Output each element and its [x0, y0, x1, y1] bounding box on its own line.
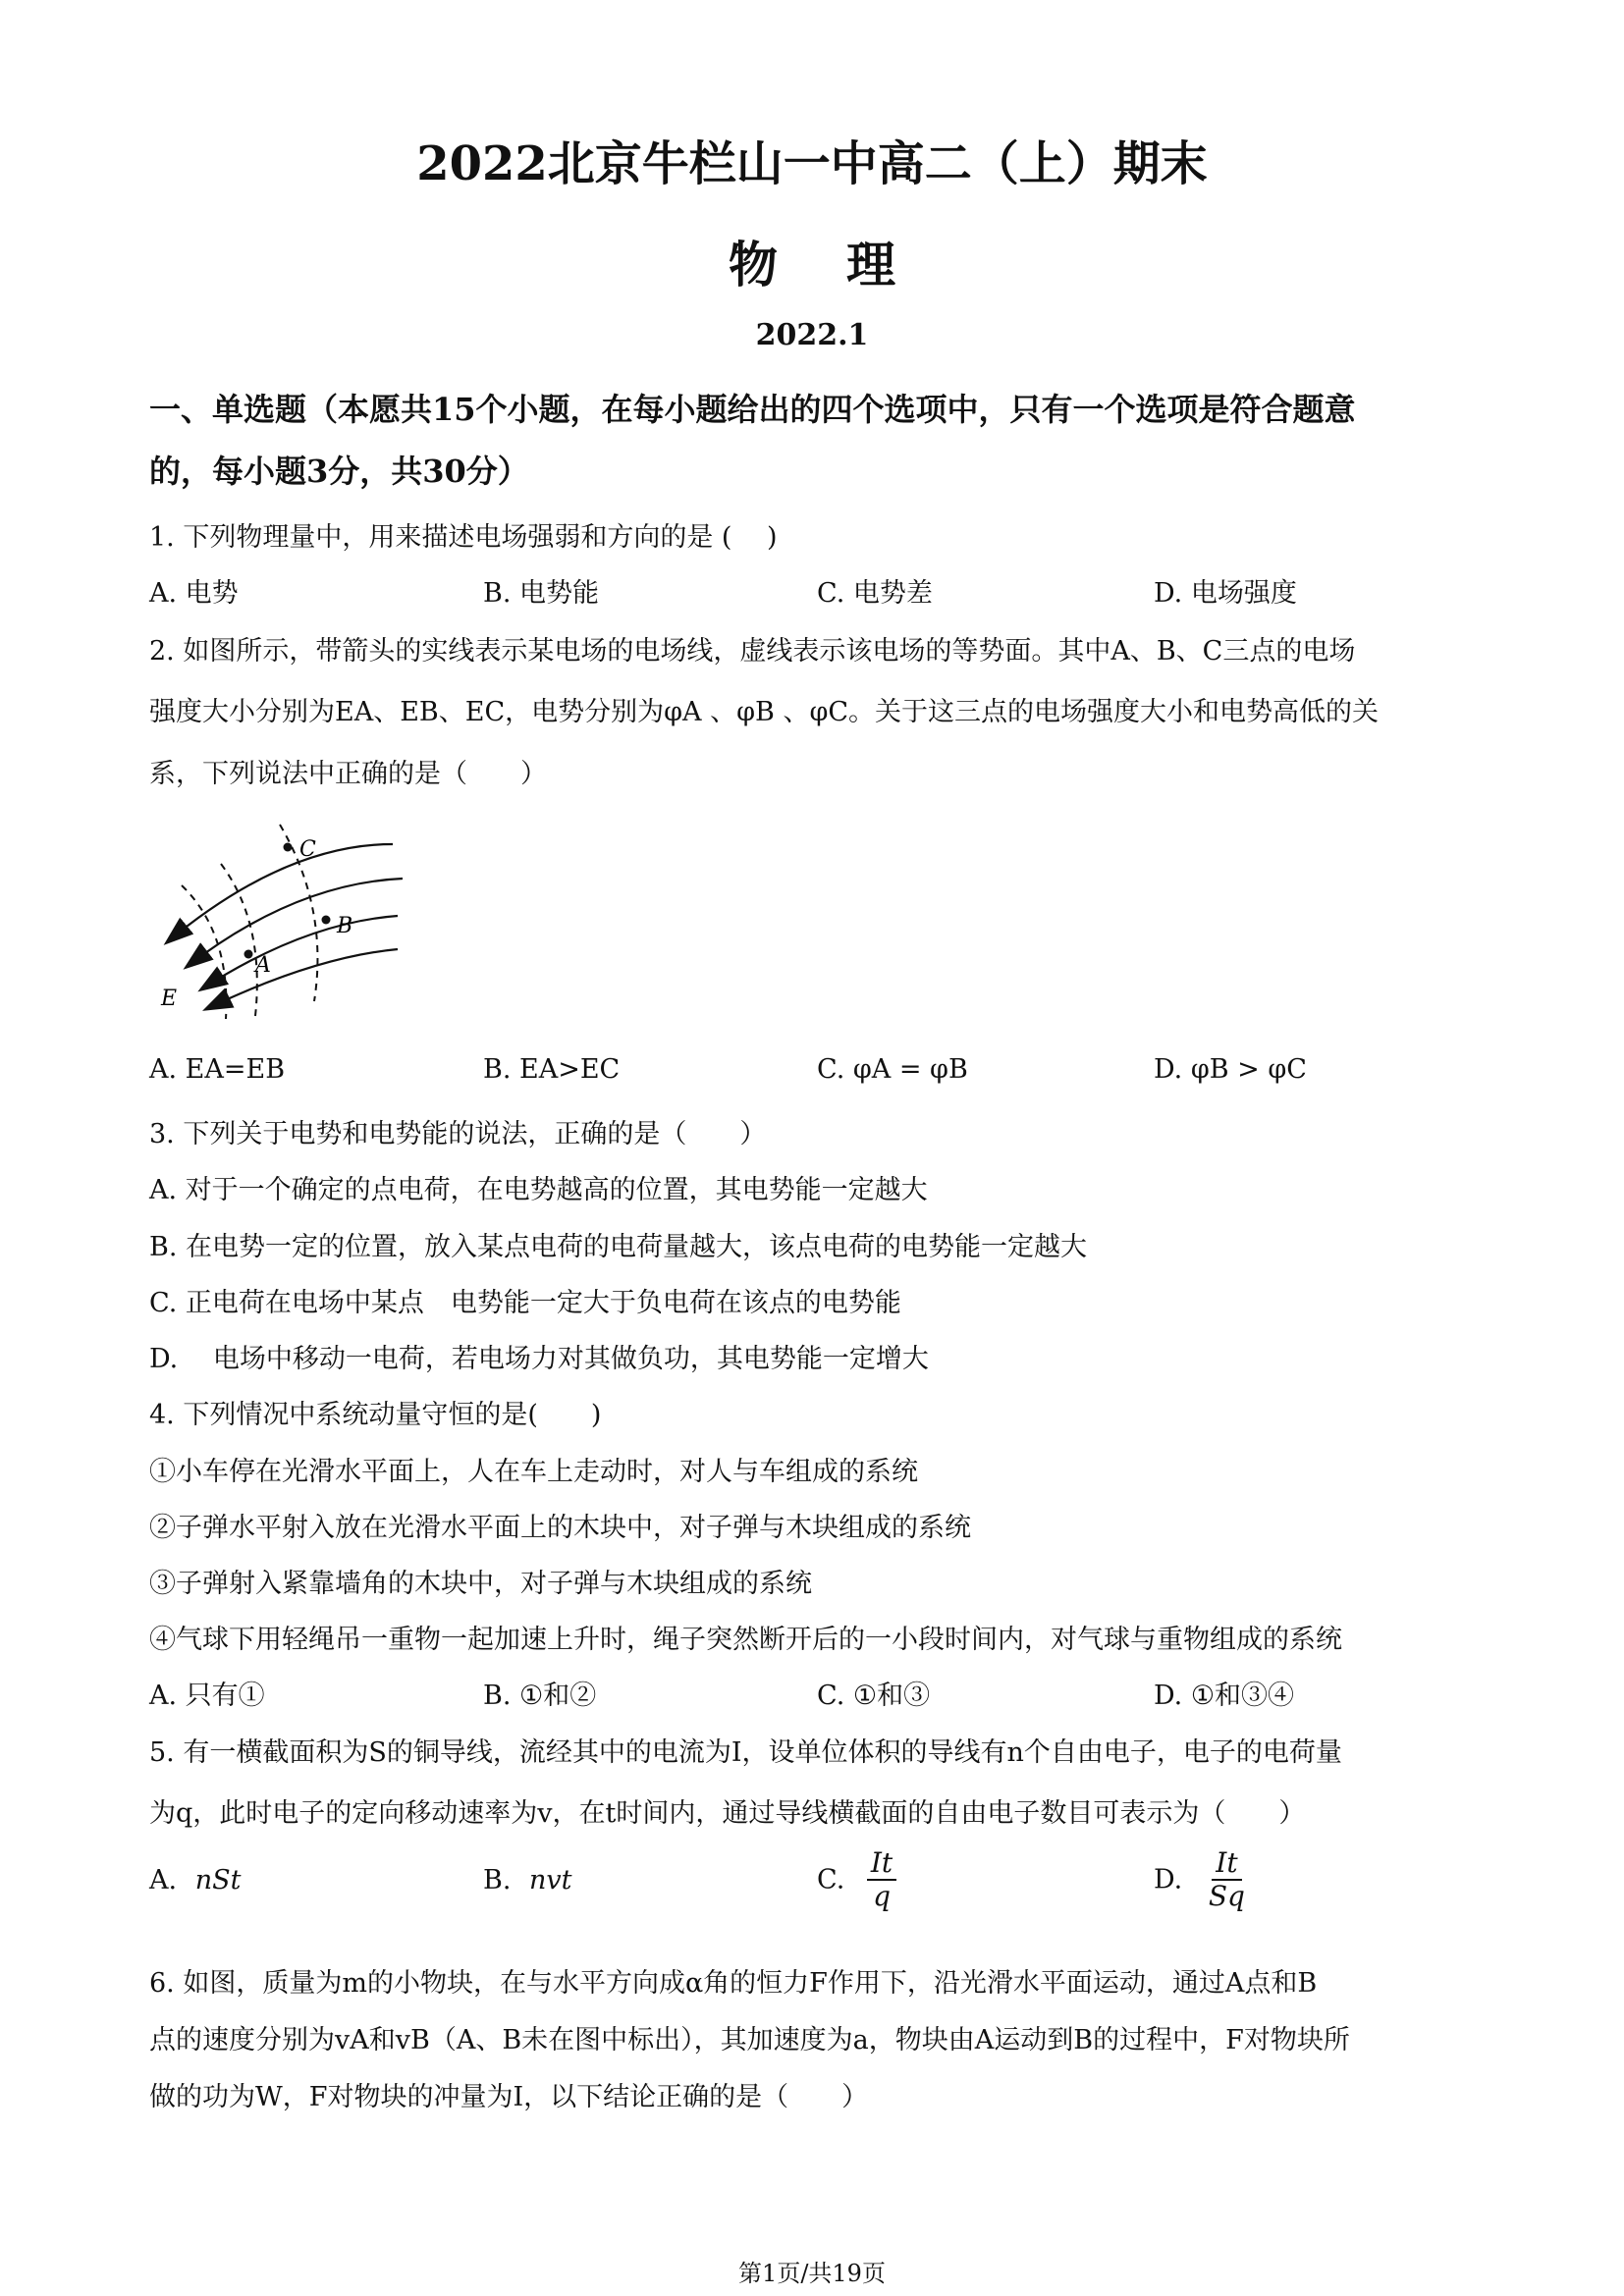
- exam-date: 2022.1: [755, 318, 869, 352]
- q5-option-d-label: D.: [1154, 1864, 1183, 1896]
- q5-line2: 为q，此时电子的定向移动速率为v，在t时间内，通过导线横截面的自由电子数目可表示为（ ）: [149, 1798, 1306, 1829]
- q5-option-b: [483, 1865, 572, 1896]
- point-c: [284, 843, 293, 852]
- q5-option-a-expr: nSt: [194, 1865, 242, 1896]
- q2-field-figure: [147, 815, 412, 1031]
- equipotential-1: [182, 885, 226, 1019]
- q5-option-d-denominator: Sq: [1208, 1880, 1245, 1913]
- q3-option-c: C. 正电荷在电场中某点 电势能一定大于负电荷在该点的电势能: [149, 1288, 901, 1318]
- q5-line1: 5. 有一横截面积为S的铜导线，流经其中的电流为I，设单位体积的导线有n个自由电子，电子的电荷量: [149, 1737, 1342, 1768]
- label-a: A: [255, 953, 271, 978]
- q2-option-b: B. EA>EC: [483, 1054, 621, 1085]
- q5-option-a-label: A.: [149, 1865, 178, 1896]
- q2-option-a: A. EA=EB: [149, 1054, 286, 1085]
- field-line-4: [206, 949, 398, 1009]
- q1-stem: 1. 下列物理量中，用来描述电场强弱和方向的是 ( ): [149, 522, 778, 553]
- q5-option-b-expr: nvt: [529, 1865, 572, 1896]
- q2-line1: 2. 如图所示，带箭头的实线表示某电场的电场线，虚线表示该电场的等势面。其中A、B、C三点的电场: [149, 636, 1356, 667]
- q5-option-c: [817, 1847, 896, 1912]
- q1-option-c: C. 电势差: [817, 578, 933, 609]
- q4-stem: 4. 下列情况中系统动量守恒的是( ): [149, 1400, 602, 1430]
- q4-option-d: D. ①和③④: [1154, 1681, 1295, 1711]
- q5-option-d-fraction: [1205, 1847, 1249, 1912]
- q4-item-3: ③子弹射入紧靠墙角的木块中，对子弹与木块组成的系统: [149, 1569, 812, 1599]
- q4-option-b: B. ①和②: [483, 1681, 597, 1711]
- q3-option-b: B. 在电势一定的位置，放入某点电荷的电荷量越大，该点电荷的电势能一定越大: [149, 1232, 1088, 1262]
- q5-option-c-fraction: [867, 1847, 896, 1912]
- q5-option-d: [1154, 1847, 1249, 1912]
- label-e: E: [161, 987, 178, 1011]
- section-heading-line1: 一、单选题（本愿共15个小题，在每小题给出的四个选项中，只有一个选项是符合题意: [149, 391, 1356, 428]
- section-heading-line2: 的，每小题3分，共30分）: [149, 453, 529, 490]
- q3-stem: 3. 下列关于电势和电势能的说法，正确的是（ ）: [149, 1119, 767, 1149]
- q6-line2: 点的速度分别为vA和vB（A、B未在图中标出），其加速度为a，物块由A运动到B的过程中，F对物块所: [149, 2025, 1350, 2056]
- q5-option-a: [149, 1865, 241, 1896]
- point-a: [244, 950, 253, 959]
- q5-option-c-numerator: It: [867, 1847, 896, 1881]
- q4-item-2: ②子弹水平射入放在光滑水平面上的木块中，对子弹与木块组成的系统: [149, 1513, 971, 1543]
- q5-option-d-numerator: It: [1212, 1847, 1241, 1881]
- q5-option-c-label: C.: [817, 1864, 845, 1896]
- q3-option-d: D. 电场中移动一电荷，若电场力对其做负功，其电势能一定增大: [149, 1344, 929, 1374]
- q2-line3: 系，下列说法中正确的是（ ）: [149, 759, 547, 789]
- q2-option-c: C. φA = φB: [817, 1054, 968, 1085]
- label-b: B: [337, 914, 353, 938]
- q1-option-d: D. 电场强度: [1154, 578, 1297, 609]
- q4-option-a: A. 只有①: [149, 1681, 265, 1711]
- q2-option-d: D. φB > φC: [1154, 1054, 1307, 1085]
- page-number: 第1页/共19页: [738, 2260, 886, 2287]
- point-b: [322, 916, 331, 925]
- document-title: 2022北京牛栏山一中高二（上）期末: [416, 136, 1208, 191]
- q4-option-c: C. ①和③: [817, 1681, 931, 1711]
- q3-option-a: A. 对于一个确定的点电荷，在电势越高的位置，其电势能一定越大: [149, 1175, 928, 1205]
- q4-item-1: ①小车停在光滑水平面上，人在车上走动时，对人与车组成的系统: [149, 1457, 918, 1487]
- q6-line1: 6. 如图，质量为m的小物块，在与水平方向成α角的恒力F作用下，沿光滑水平面运动，通过A点和B: [149, 1968, 1318, 1999]
- q1-option-a: A. 电势: [149, 578, 239, 609]
- q1-option-b: B. 电势能: [483, 578, 600, 609]
- subject-title: 物理: [729, 236, 964, 294]
- q5-option-b-label: B.: [483, 1865, 512, 1896]
- q5-option-c-denominator: q: [873, 1880, 891, 1913]
- label-c: C: [299, 837, 316, 862]
- field-line-1: [167, 844, 393, 942]
- q6-line3: 做的功为W，F对物块的冲量为I，以下结论正确的是（ ）: [149, 2082, 869, 2112]
- q2-line2: 强度大小分别为EA、EB、EC，电势分别为φA 、φB 、φC。关于这三点的电场强度大小和电势高低的关: [149, 697, 1380, 727]
- q4-item-4: ④气球下用轻绳吊一重物一起加速上升时，绳子突然断开后的一小段时间内，对气球与重物组成的系统: [149, 1625, 1342, 1655]
